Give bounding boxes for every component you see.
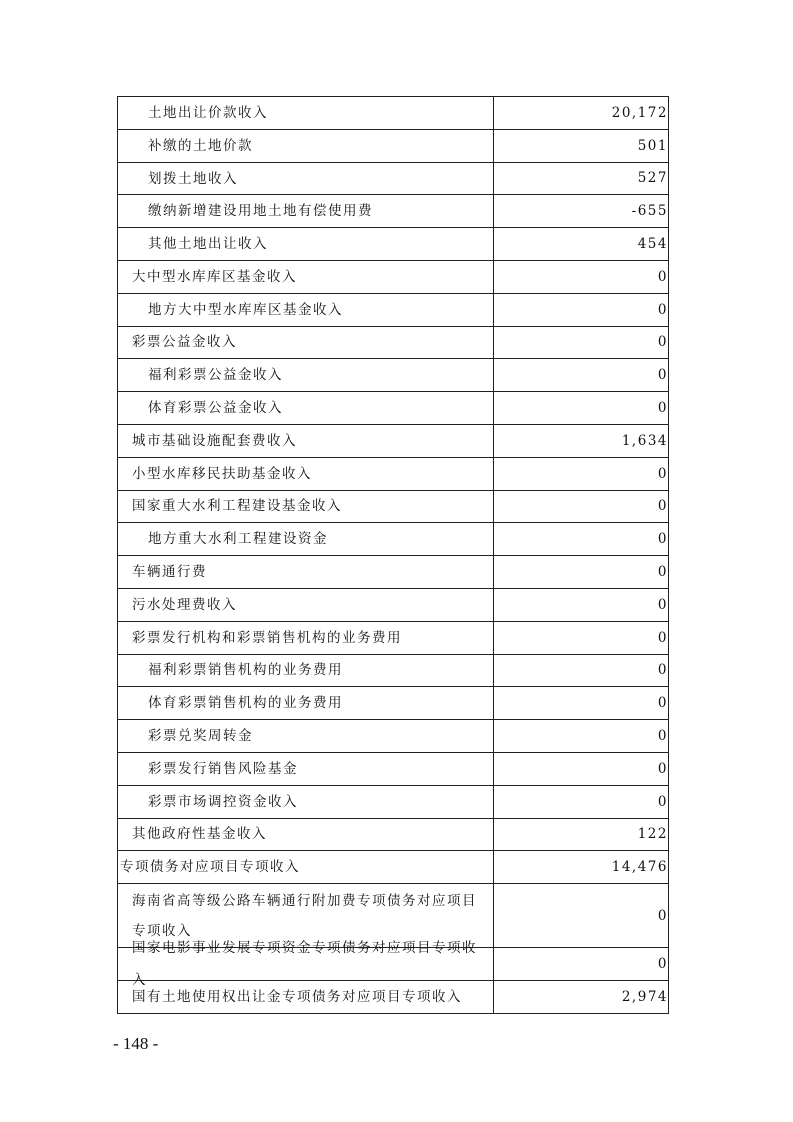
table-row <box>118 97 669 130</box>
row-label: 福利彩票销售机构的业务费用 <box>118 655 494 687</box>
table-row <box>118 294 669 327</box>
row-label: 国家重大水利工程建设基金收入 <box>118 491 494 523</box>
table-row <box>118 589 669 622</box>
table-row <box>118 753 669 786</box>
row-value: 0 <box>494 884 669 947</box>
row-value: 501 <box>494 130 669 162</box>
table-row <box>118 327 669 360</box>
row-value: 0 <box>494 786 669 818</box>
table-row <box>118 523 669 556</box>
table-row <box>118 720 669 753</box>
table-row <box>118 359 669 392</box>
row-value: 0 <box>494 327 669 359</box>
row-value: 527 <box>494 163 669 195</box>
row-label: 地方大中型水库库区基金收入 <box>118 294 494 326</box>
table-row <box>118 228 669 261</box>
row-label: 其他政府性基金收入 <box>118 819 494 851</box>
table-row <box>118 655 669 688</box>
row-label: 体育彩票销售机构的业务费用 <box>118 687 494 719</box>
row-label: 大中型水库库区基金收入 <box>118 261 494 293</box>
table-row <box>118 786 669 819</box>
row-label: 福利彩票公益金收入 <box>118 359 494 391</box>
row-value: 0 <box>494 655 669 687</box>
row-label: 彩票发行机构和彩票销售机构的业务费用 <box>118 622 494 654</box>
table-row <box>118 851 669 884</box>
row-value: 0 <box>494 458 669 490</box>
row-value: 0 <box>494 294 669 326</box>
table-row <box>118 130 669 163</box>
row-label: 其他土地出让收入 <box>118 228 494 260</box>
table-row <box>118 458 669 491</box>
table-row <box>118 819 669 852</box>
row-value: 2,974 <box>494 981 669 1013</box>
row-label: 小型水库移民扶助基金收入 <box>118 458 494 490</box>
row-value: 0 <box>494 720 669 752</box>
row-label: 地方重大水利工程建设资金 <box>118 523 494 555</box>
table-row <box>118 687 669 720</box>
row-label: 彩票兑奖周转金 <box>118 720 494 752</box>
table-row <box>118 261 669 294</box>
page-number: - 148 - <box>113 1034 159 1053</box>
row-label: 缴纳新增建设用地土地有偿使用费 <box>118 195 494 227</box>
row-value: 0 <box>494 589 669 621</box>
row-label: 车辆通行费 <box>118 556 494 588</box>
row-value: 0 <box>494 261 669 293</box>
row-value: 0 <box>494 359 669 391</box>
row-label: 彩票公益金收入 <box>118 327 494 359</box>
row-value: 14,476 <box>494 851 669 883</box>
row-value: 454 <box>494 228 669 260</box>
row-label: 体育彩票公益金收入 <box>118 392 494 424</box>
row-value: -655 <box>494 195 669 227</box>
row-label: 国有土地使用权出让金专项债务对应项目专项收入 <box>118 981 494 1013</box>
table-row <box>118 195 669 228</box>
row-label: 国家电影事业发展专项资金专项债务对应项目专项收入 <box>118 948 494 980</box>
table-row <box>118 940 669 989</box>
table-row <box>118 622 669 655</box>
row-value: 0 <box>494 523 669 555</box>
row-value: 20,172 <box>494 97 669 129</box>
table-row <box>118 425 669 458</box>
row-label: 补缴的土地价款 <box>118 130 494 162</box>
row-value: 0 <box>494 556 669 588</box>
row-value: 0 <box>494 491 669 523</box>
row-label: 土地出让价款收入 <box>118 97 494 129</box>
row-label: 污水处理费收入 <box>118 589 494 621</box>
table-row <box>118 163 669 196</box>
row-label: 划拨土地收入 <box>118 163 494 195</box>
table-row <box>118 491 669 524</box>
table-row <box>118 981 669 1014</box>
row-value: 0 <box>494 622 669 654</box>
budget-table <box>117 96 669 1014</box>
row-value: 1,634 <box>494 425 669 457</box>
row-label: 彩票发行销售风险基金 <box>118 753 494 785</box>
table-row <box>118 556 669 589</box>
row-label: 彩票市场调控资金收入 <box>118 786 494 818</box>
row-label: 城市基础设施配套费收入 <box>118 425 494 457</box>
row-value: 0 <box>494 753 669 785</box>
row-value: 0 <box>494 948 669 980</box>
row-value: 122 <box>494 819 669 851</box>
row-label: 海南省高等级公路车辆通行附加费专项债务对应项目专项收入 <box>118 884 494 947</box>
row-value: 0 <box>494 392 669 424</box>
row-label: 专项债务对应项目专项收入 <box>118 851 494 883</box>
table-row <box>118 392 669 425</box>
row-value: 0 <box>494 687 669 719</box>
